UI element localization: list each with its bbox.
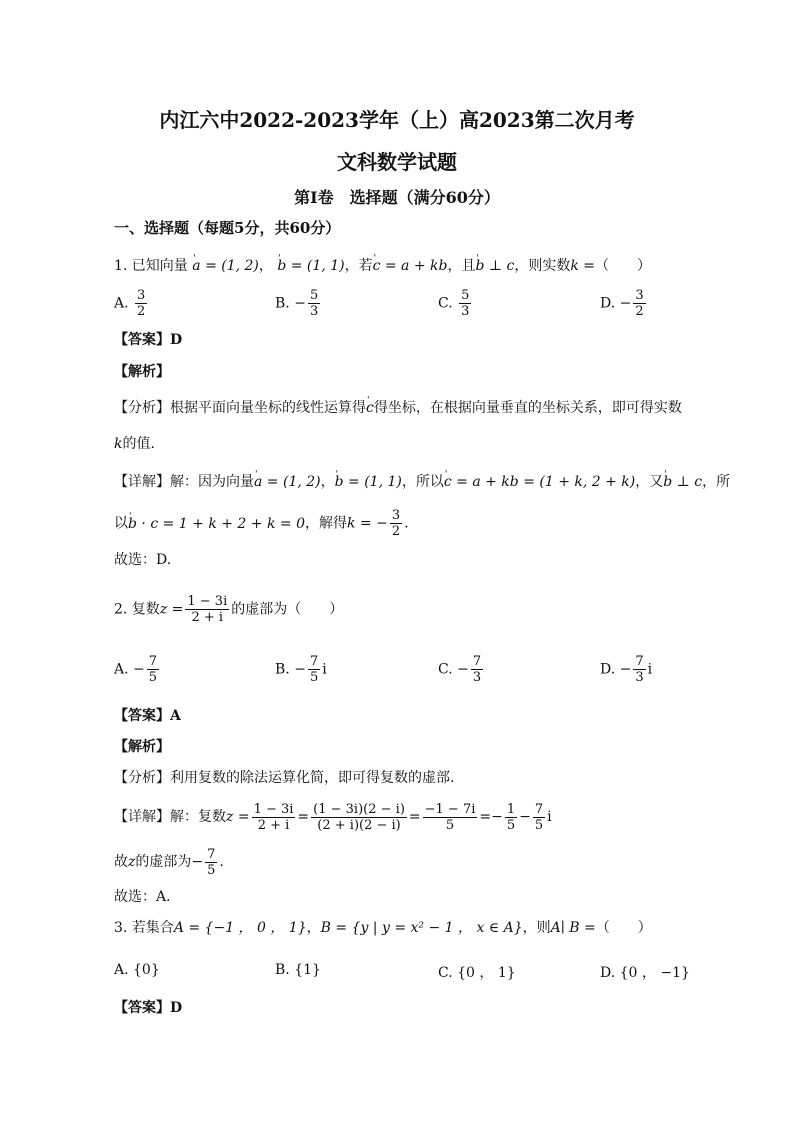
exam-title: 内江六中2022-2023学年（上）高2023第二次月考 bbox=[159, 108, 635, 132]
section-heading: 一、选择题（每题5分，共60分） bbox=[114, 219, 341, 237]
q1-stem: 1. 已知向量 ' a = (1, 2)， ' b = (1, 1)，若' c = a + kb，且' b ⊥ c，则实数k =（ ） bbox=[114, 256, 651, 276]
q2-analysis: 【分析】利用复数的除法运算化简，即可得复数的虚部. bbox=[114, 770, 455, 786]
q3-option-d: D. {0 ， −1} bbox=[600, 965, 690, 981]
q1-answer: 【答案】D bbox=[114, 332, 183, 348]
q2-option-d: D. − $\frac{7}{3}$ i bbox=[600, 654, 653, 685]
q2-option-b: B. − $\frac{7}{5}$ i bbox=[275, 654, 327, 685]
q1-vector-c: ' c = a + kb bbox=[373, 258, 448, 274]
q1-option-b: B. − $\frac{5}{3}$ bbox=[275, 288, 319, 319]
q2-conclusion: 故z的虚部为− $\frac{7}{5}$ . bbox=[114, 846, 224, 878]
part-heading: 第Ⅰ卷 选择题（满分60分） bbox=[294, 188, 500, 207]
q1-analysis-cont: k的值. bbox=[114, 436, 155, 452]
q1-vector-b: ' b = (1, 1) bbox=[277, 258, 344, 274]
q1-jiexi: 【解析】 bbox=[114, 364, 170, 380]
q3-answer: 【答案】D bbox=[114, 1000, 183, 1016]
q2-choose: 故选：A． bbox=[114, 889, 181, 905]
q2-detail: 【详解】解：复数z = $\frac{1 - 3i}{2 + i}$ = $\frac{(1 - 3i)(2 - i)}{(2 + i)(2 - i)}$ = $\frac{-1 - 7i}{5}$ =− $\frac{1}{5}$ − $\frac{7}{5}$ i bbox=[114, 801, 552, 833]
q1-option-c: C. $\frac{5}{3}$ bbox=[438, 288, 470, 319]
q3-option-b: B. {1} bbox=[275, 962, 321, 978]
q3-option-c: C. {0 ， 1} bbox=[438, 965, 516, 981]
q2-option-a: A. − $\frac{7}{5}$ bbox=[114, 654, 158, 685]
q2-jiexi: 【解析】 bbox=[114, 739, 170, 755]
q1-option-a: A. $\frac{3}{2}$ bbox=[114, 288, 146, 319]
q1-option-d: D. − $\frac{3}{2}$ bbox=[600, 288, 644, 319]
q3-stem: 3. 若集合A = {−1 ， 0 ， 1}，B = {y | y = x² − 1 ， x ∈ A}，则A∣ B =（ ） bbox=[114, 920, 652, 936]
q1-choose: 故选：D. bbox=[114, 552, 172, 568]
q2-option-c: C. − $\frac{7}{3}$ bbox=[438, 654, 482, 685]
q1-perp: ' b ⊥ c bbox=[475, 258, 514, 274]
q2-answer: 【答案】A bbox=[114, 708, 181, 724]
q1-analysis: 【分析】根据平面向量坐标的线性运算得' c得坐标，在根据向量垂直的坐标关系，即可得实数 bbox=[114, 398, 682, 418]
q1-vector-a: ' a = (1, 2) bbox=[192, 258, 259, 274]
exam-subtitle: 文科数学试题 bbox=[337, 150, 457, 174]
q3-option-a: A. {0} bbox=[114, 962, 160, 978]
q2-stem: 2. 复数z = $\frac{1 - 3i}{2 + i}$ 的虚部为（ ） bbox=[114, 594, 344, 625]
q1-detail: 【详解】解：因为向量' a = (1, 2)，' b = (1, 1)，所以' c = a + kb = (1 + k, 2 + k)，又' b ⊥ c，所 bbox=[114, 472, 730, 492]
q1-detail-cont: 以' b · c = 1 + k + 2 + k = 0，解得k = − $\frac{3}{2}$ . bbox=[114, 508, 409, 539]
